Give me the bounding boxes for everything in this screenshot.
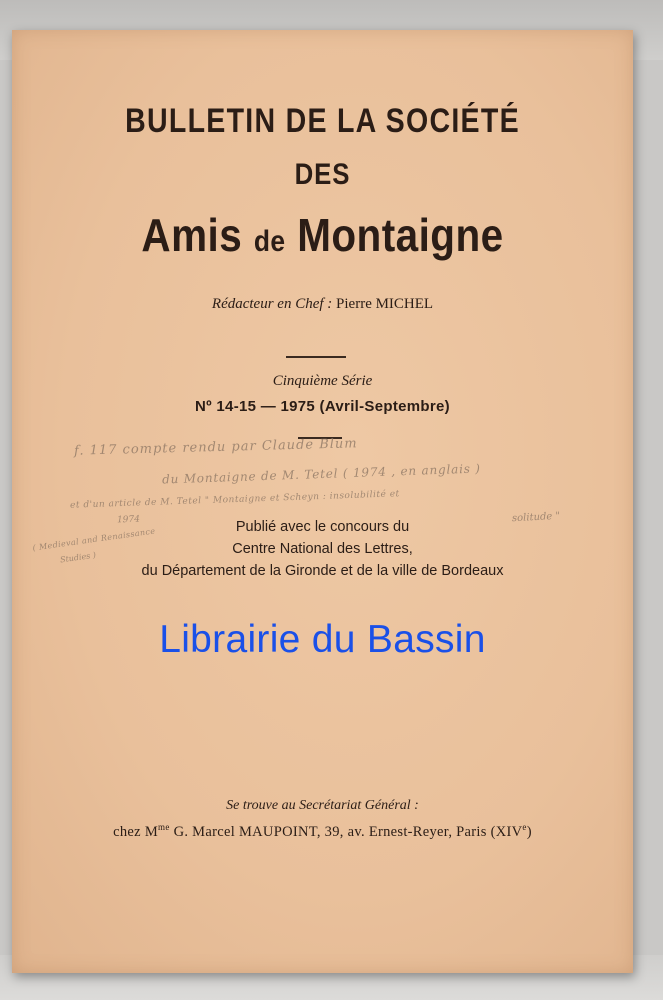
handwritten-note-7: Studies ) bbox=[59, 550, 97, 565]
divider-top bbox=[286, 356, 346, 358]
address-line-2 bbox=[12, 822, 633, 841]
title-word-montaigne: Montaigne bbox=[297, 209, 504, 261]
issue-label: Nº 14-15 — 1975 (Avril-Septembre) bbox=[195, 398, 450, 415]
title-line-3 bbox=[49, 208, 595, 262]
bulletin-cover bbox=[12, 30, 633, 973]
address-superscript-2: e bbox=[522, 822, 527, 832]
address-end: ) bbox=[526, 823, 532, 840]
handwritten-note-4: 1974 bbox=[116, 514, 141, 526]
handwritten-note-5: solitude " bbox=[511, 510, 561, 525]
editor-line bbox=[12, 296, 633, 313]
support-line-3: du Département de la Gironde et de la ville de Bordeaux bbox=[141, 563, 504, 579]
address-prefix: chez M bbox=[113, 823, 159, 840]
handwritten-note-2: du Montaigne de M. Tetel ( 1974 , en anglais ) bbox=[161, 461, 481, 487]
title-line-2: DES bbox=[294, 158, 351, 191]
editor-role: Rédacteur en Chef : bbox=[211, 296, 333, 312]
title-word-amis: Amis bbox=[141, 209, 243, 261]
editor-name: Pierre MICHEL bbox=[336, 296, 434, 312]
support-line-2: Centre National des Lettres, bbox=[232, 541, 413, 557]
address-line-1: Se trouve au Secrétariat Général : bbox=[226, 798, 419, 813]
handwritten-note-1: f. 117 compte rendu par Claude Blum bbox=[73, 436, 358, 459]
handwritten-note-6: ( Medieval and Renaissance bbox=[31, 526, 156, 553]
address-superscript: me bbox=[158, 822, 170, 832]
handwritten-note-3: et d'un article de M. Tetel " Montaigne et Scheyn : insolubilité et bbox=[69, 489, 400, 511]
series-label: Cinquième Série bbox=[272, 373, 373, 389]
bookseller-watermark: Librairie du Bassin bbox=[159, 618, 486, 661]
title-word-de: de bbox=[253, 225, 286, 258]
title-line-1: BULLETIN DE LA SOCIÉTÉ bbox=[125, 102, 520, 140]
address-main: G. Marcel MAUPOINT, 39, av. Ernest-Reyer, Paris (XIV bbox=[169, 823, 523, 840]
support-line-1: Publié avec le concours du bbox=[235, 519, 410, 535]
